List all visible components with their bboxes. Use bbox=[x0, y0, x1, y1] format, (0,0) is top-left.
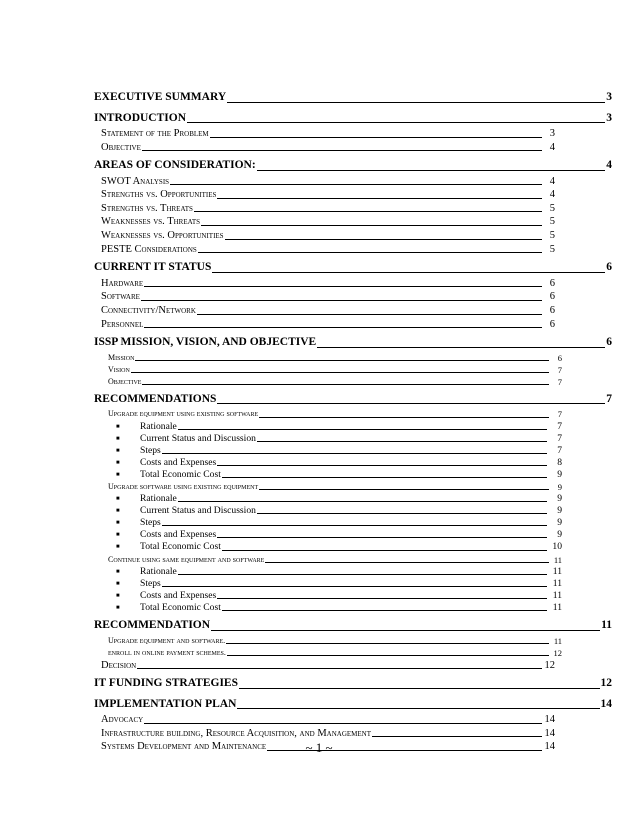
toc-entry-title: Costs and Expenses bbox=[140, 456, 217, 468]
toc-leader-line bbox=[141, 300, 542, 301]
toc-entry-page: 5 bbox=[549, 243, 555, 255]
toc-entry-title: Mission bbox=[108, 352, 135, 362]
toc-sub-entry[interactable] bbox=[94, 215, 555, 229]
toc-leader-line bbox=[210, 137, 542, 138]
toc-entry-page: 8 bbox=[557, 456, 562, 468]
toc-entry-title: Total Economic Cost bbox=[140, 468, 221, 480]
toc-entry-page: 7 bbox=[557, 409, 562, 420]
toc-entry-page: 4 bbox=[549, 141, 555, 153]
toc-bullet-entry[interactable] bbox=[94, 602, 562, 614]
toc-bullet-entry[interactable] bbox=[94, 493, 562, 505]
bullet-icon: ■ bbox=[116, 568, 120, 575]
toc-leader-line bbox=[178, 574, 547, 575]
toc-entry-title: Total Economic Cost bbox=[140, 601, 221, 613]
toc-entry-page: 6 bbox=[549, 304, 555, 316]
bullet-icon: ■ bbox=[116, 604, 120, 611]
toc-entry-page: 3 bbox=[606, 91, 612, 103]
bullet-icon: ■ bbox=[116, 532, 120, 539]
toc-entry-page: 11 bbox=[552, 565, 562, 577]
bullet-icon: ■ bbox=[116, 423, 120, 430]
toc-entry-title: IMPLEMENTATION PLAN bbox=[94, 697, 237, 710]
toc-bullet-entry[interactable] bbox=[94, 578, 562, 590]
toc-sub-entry[interactable] bbox=[94, 304, 555, 318]
toc-entry-title: Continue using same equipment and software bbox=[108, 554, 265, 564]
toc-entry-title: Software bbox=[101, 291, 140, 303]
toc-sub-entry[interactable] bbox=[94, 481, 562, 493]
toc-entry-title: Total Economic Cost bbox=[140, 541, 221, 553]
toc-sub-entry[interactable] bbox=[94, 318, 555, 332]
toc-entry-page: 5 bbox=[549, 216, 555, 228]
toc-entry-page: 12 bbox=[600, 677, 612, 690]
toc-entry-page: 6 bbox=[549, 318, 555, 330]
toc-entry-page: 6 bbox=[549, 277, 555, 289]
toc-entry-page: 3 bbox=[549, 128, 555, 139]
toc-sub-entry[interactable] bbox=[94, 188, 555, 202]
toc-sub-entry[interactable] bbox=[94, 727, 555, 741]
toc-entry-title: Statement of the Problem bbox=[101, 128, 209, 139]
toc-entry-title: Personnel bbox=[101, 318, 144, 330]
toc-leader-line bbox=[257, 513, 547, 514]
toc-entry-page: 11 bbox=[552, 589, 562, 601]
toc-entry-page: 6 bbox=[606, 336, 612, 349]
toc-entry-title: Current Status and Discussion bbox=[140, 505, 256, 517]
toc-entry-page: 9 bbox=[557, 468, 562, 480]
toc-leader-line bbox=[222, 477, 547, 478]
toc-leader-line bbox=[217, 465, 547, 466]
toc-entry-title: Steps bbox=[140, 517, 161, 529]
toc-leader-line bbox=[222, 610, 547, 611]
toc-entry-title: Upgrade software using existing equipment bbox=[108, 481, 259, 491]
toc-leader-line bbox=[239, 688, 599, 689]
toc-entry-page: 6 bbox=[549, 291, 555, 303]
toc-entry-page: 14 bbox=[544, 714, 555, 726]
toc-entry-page: 7 bbox=[606, 392, 612, 405]
toc-leader-line bbox=[227, 655, 549, 656]
toc-sub-entry[interactable] bbox=[94, 290, 555, 304]
toc-entry-title: Vision bbox=[108, 364, 130, 374]
toc-leader-line bbox=[226, 643, 549, 644]
bullet-icon: ■ bbox=[116, 580, 120, 587]
toc-entry-title: RECOMMENDATION bbox=[94, 619, 211, 631]
toc-entry-page: 9 bbox=[557, 505, 562, 517]
toc-entry-title: INTRODUCTION bbox=[94, 111, 187, 124]
toc-entry-title: Upgrade equipment using existing software bbox=[108, 409, 259, 419]
toc-leader-line bbox=[131, 372, 549, 373]
toc-entry-page: 7 bbox=[557, 420, 562, 432]
toc-sub-entry[interactable] bbox=[94, 277, 555, 291]
toc-entry-title: Connectivity/Network bbox=[101, 304, 196, 316]
toc-sub-entry[interactable] bbox=[94, 243, 555, 257]
toc-sub-entry[interactable] bbox=[94, 364, 562, 376]
toc-entry-page: 9 bbox=[557, 481, 562, 492]
toc-bullet-entry[interactable] bbox=[94, 541, 562, 553]
toc-sub-entry[interactable] bbox=[94, 376, 562, 388]
bullet-icon: ■ bbox=[116, 592, 120, 599]
toc-heading-entry[interactable] bbox=[94, 334, 612, 352]
toc-entry-title: Rationale bbox=[140, 493, 177, 505]
toc-heading-entry[interactable] bbox=[94, 259, 612, 277]
toc-entry-title: ISSP MISSION, VISION, AND OBJECTIVE bbox=[94, 336, 317, 349]
toc-entry-page: 7 bbox=[557, 444, 562, 456]
toc-leader-line bbox=[137, 668, 542, 669]
toc-sub-entry[interactable] bbox=[94, 647, 562, 659]
toc-bullet-entry[interactable] bbox=[94, 457, 562, 469]
toc-leader-line bbox=[259, 417, 549, 418]
toc-entry-title: Steps bbox=[140, 444, 161, 456]
toc-entry-page: 11 bbox=[552, 601, 562, 613]
toc-leader-line bbox=[211, 630, 600, 631]
toc-entry-title: Objective bbox=[108, 376, 142, 386]
toc-entry-page: 3 bbox=[606, 111, 612, 124]
toc-entry-title: Advocacy bbox=[101, 714, 144, 726]
toc-entry-title: RECOMMENDATIONS bbox=[94, 392, 217, 405]
toc-entry-page: 14 bbox=[600, 697, 612, 710]
toc-leader-line bbox=[217, 403, 605, 404]
toc-bullet-entry[interactable] bbox=[94, 469, 562, 481]
toc-leader-line bbox=[217, 537, 547, 538]
toc-entry-page: 9 bbox=[557, 529, 562, 541]
toc-leader-line bbox=[194, 211, 542, 212]
toc-leader-line bbox=[212, 272, 605, 273]
toc-heading-entry[interactable] bbox=[94, 157, 612, 175]
toc-entry-title: Current Status and Discussion bbox=[140, 432, 256, 444]
toc-entry-title: Strengths vs. Opportunities bbox=[101, 189, 217, 201]
toc-leader-line bbox=[201, 225, 542, 226]
toc-entry-page: 11 bbox=[553, 635, 562, 646]
bullet-icon: ■ bbox=[116, 459, 120, 466]
toc-leader-line bbox=[222, 550, 547, 551]
toc-leader-line bbox=[135, 360, 549, 361]
toc-entry-title: Rationale bbox=[140, 565, 177, 577]
toc-heading-entry[interactable] bbox=[94, 675, 612, 693]
toc-entry-title: Infrastructure building, Resource Acquisition, and Management bbox=[101, 727, 371, 739]
toc-entry-page: 14 bbox=[544, 727, 555, 739]
toc-entry-page: 7 bbox=[557, 364, 562, 375]
toc-leader-line bbox=[178, 501, 547, 502]
toc-entry-title: EXECUTIVE SUMMARY bbox=[94, 91, 227, 103]
toc-entry-page: 7 bbox=[557, 376, 562, 387]
toc-entry-title: Weaknesses vs. Opportunities bbox=[101, 230, 224, 242]
toc-entry-page: 12 bbox=[553, 647, 562, 658]
toc-sub-entry[interactable] bbox=[94, 141, 555, 155]
toc-sub-entry[interactable] bbox=[94, 554, 562, 566]
toc-leader-line bbox=[217, 598, 547, 599]
toc-heading-entry[interactable] bbox=[94, 110, 612, 128]
toc-leader-line bbox=[217, 198, 542, 199]
page-number-footer: ~ 1 ~ bbox=[305, 740, 333, 755]
toc-sub-entry[interactable] bbox=[94, 352, 562, 364]
toc-leader-line bbox=[225, 239, 542, 240]
toc-leader-line bbox=[170, 184, 542, 185]
toc-heading-entry[interactable] bbox=[94, 89, 612, 107]
bullet-icon: ■ bbox=[116, 520, 120, 527]
toc-bullet-entry[interactable] bbox=[94, 529, 562, 541]
bullet-icon: ■ bbox=[116, 496, 120, 503]
toc-bullet-entry[interactable] bbox=[94, 590, 562, 602]
toc-entry-title: Costs and Expenses bbox=[140, 589, 217, 601]
toc-entry-title: SWOT Analysis bbox=[101, 175, 170, 187]
toc-heading-entry[interactable] bbox=[94, 617, 612, 635]
toc-sub-entry[interactable] bbox=[94, 659, 555, 673]
bullet-icon: ■ bbox=[116, 508, 120, 515]
toc-leader-line bbox=[237, 708, 599, 709]
toc-sub-entry[interactable] bbox=[94, 202, 555, 216]
toc-leader-line bbox=[142, 384, 549, 385]
toc-entry-page: 11 bbox=[553, 554, 562, 565]
toc-entry-page: 14 bbox=[544, 741, 555, 753]
toc-leader-line bbox=[198, 252, 542, 253]
toc-leader-line bbox=[162, 453, 547, 454]
toc-bullet-entry[interactable] bbox=[94, 566, 562, 578]
toc-entry-page: 4 bbox=[549, 175, 555, 187]
toc-bullet-entry[interactable] bbox=[94, 445, 562, 457]
toc-entry-title: Weaknesses vs. Threats bbox=[101, 216, 201, 228]
toc-entry-title: Costs and Expenses bbox=[140, 529, 217, 541]
toc-entry-title: Decision bbox=[101, 659, 137, 671]
toc-leader-line bbox=[178, 429, 547, 430]
toc-bullet-entry[interactable] bbox=[94, 433, 562, 445]
toc-entry-title: PESTE Considerations bbox=[101, 243, 197, 255]
toc-heading-entry[interactable] bbox=[94, 391, 612, 409]
toc-leader-line bbox=[259, 489, 549, 490]
toc-entry-page: 6 bbox=[606, 261, 612, 274]
table-of-contents bbox=[94, 89, 612, 754]
toc-leader-line bbox=[227, 102, 605, 103]
toc-entry-title: Steps bbox=[140, 577, 161, 589]
toc-leader-line bbox=[144, 723, 542, 724]
toc-leader-line bbox=[162, 525, 547, 526]
toc-entry-page: 4 bbox=[606, 159, 612, 172]
toc-leader-line bbox=[372, 736, 542, 737]
toc-leader-line bbox=[162, 586, 547, 587]
toc-entry-title: enroll in online payment schemes. bbox=[108, 647, 226, 657]
toc-leader-line bbox=[265, 562, 549, 563]
toc-sub-entry[interactable] bbox=[94, 408, 562, 420]
toc-leader-line bbox=[317, 347, 605, 348]
toc-heading-entry[interactable] bbox=[94, 696, 612, 714]
toc-entry-page: 4 bbox=[549, 189, 555, 201]
toc-entry-title: Systems Development and Maintenance bbox=[101, 741, 267, 753]
toc-entry-title: IT FUNDING STRATEGIES bbox=[94, 677, 239, 690]
bullet-icon: ■ bbox=[116, 471, 120, 478]
toc-entry-page: 12 bbox=[544, 659, 555, 671]
toc-entry-page: 9 bbox=[557, 517, 562, 529]
toc-entry-title: Objective bbox=[101, 141, 141, 153]
toc-sub-entry[interactable] bbox=[94, 229, 555, 243]
toc-leader-line bbox=[144, 286, 542, 287]
toc-bullet-entry[interactable] bbox=[94, 517, 562, 529]
toc-leader-line bbox=[257, 170, 605, 171]
toc-entry-title: AREAS OF CONSIDERATION: bbox=[94, 159, 256, 172]
toc-leader-line bbox=[187, 122, 605, 123]
toc-entry-page: 11 bbox=[552, 577, 562, 589]
toc-leader-line bbox=[142, 150, 542, 151]
toc-entry-page: 7 bbox=[557, 432, 562, 444]
toc-leader-line bbox=[144, 327, 542, 328]
bullet-icon: ■ bbox=[116, 544, 120, 551]
toc-sub-entry[interactable] bbox=[94, 635, 562, 647]
toc-entry-title: Strengths vs. Threats bbox=[101, 202, 193, 214]
toc-entry-page: 5 bbox=[549, 230, 555, 242]
toc-leader-line bbox=[257, 441, 547, 442]
toc-sub-entry[interactable] bbox=[94, 127, 555, 141]
toc-entry-title: CURRENT IT STATUS bbox=[94, 261, 212, 274]
toc-entry-title: Upgrade equipment and software. bbox=[108, 635, 226, 645]
toc-bullet-entry[interactable] bbox=[94, 421, 562, 433]
toc-sub-entry[interactable] bbox=[94, 175, 555, 189]
toc-entry-page: 6 bbox=[557, 352, 562, 363]
bullet-icon: ■ bbox=[116, 435, 120, 442]
toc-entry-title: Rationale bbox=[140, 420, 177, 432]
toc-sub-entry[interactable] bbox=[94, 713, 555, 727]
toc-leader-line bbox=[197, 314, 542, 315]
bullet-icon: ■ bbox=[116, 447, 120, 454]
toc-bullet-entry[interactable] bbox=[94, 505, 562, 517]
toc-entry-title: Hardware bbox=[101, 277, 144, 289]
toc-entry-page: 5 bbox=[549, 202, 555, 214]
toc-entry-page: 9 bbox=[557, 493, 562, 505]
toc-entry-page: 11 bbox=[601, 619, 612, 631]
toc-entry-page: 10 bbox=[552, 541, 562, 553]
